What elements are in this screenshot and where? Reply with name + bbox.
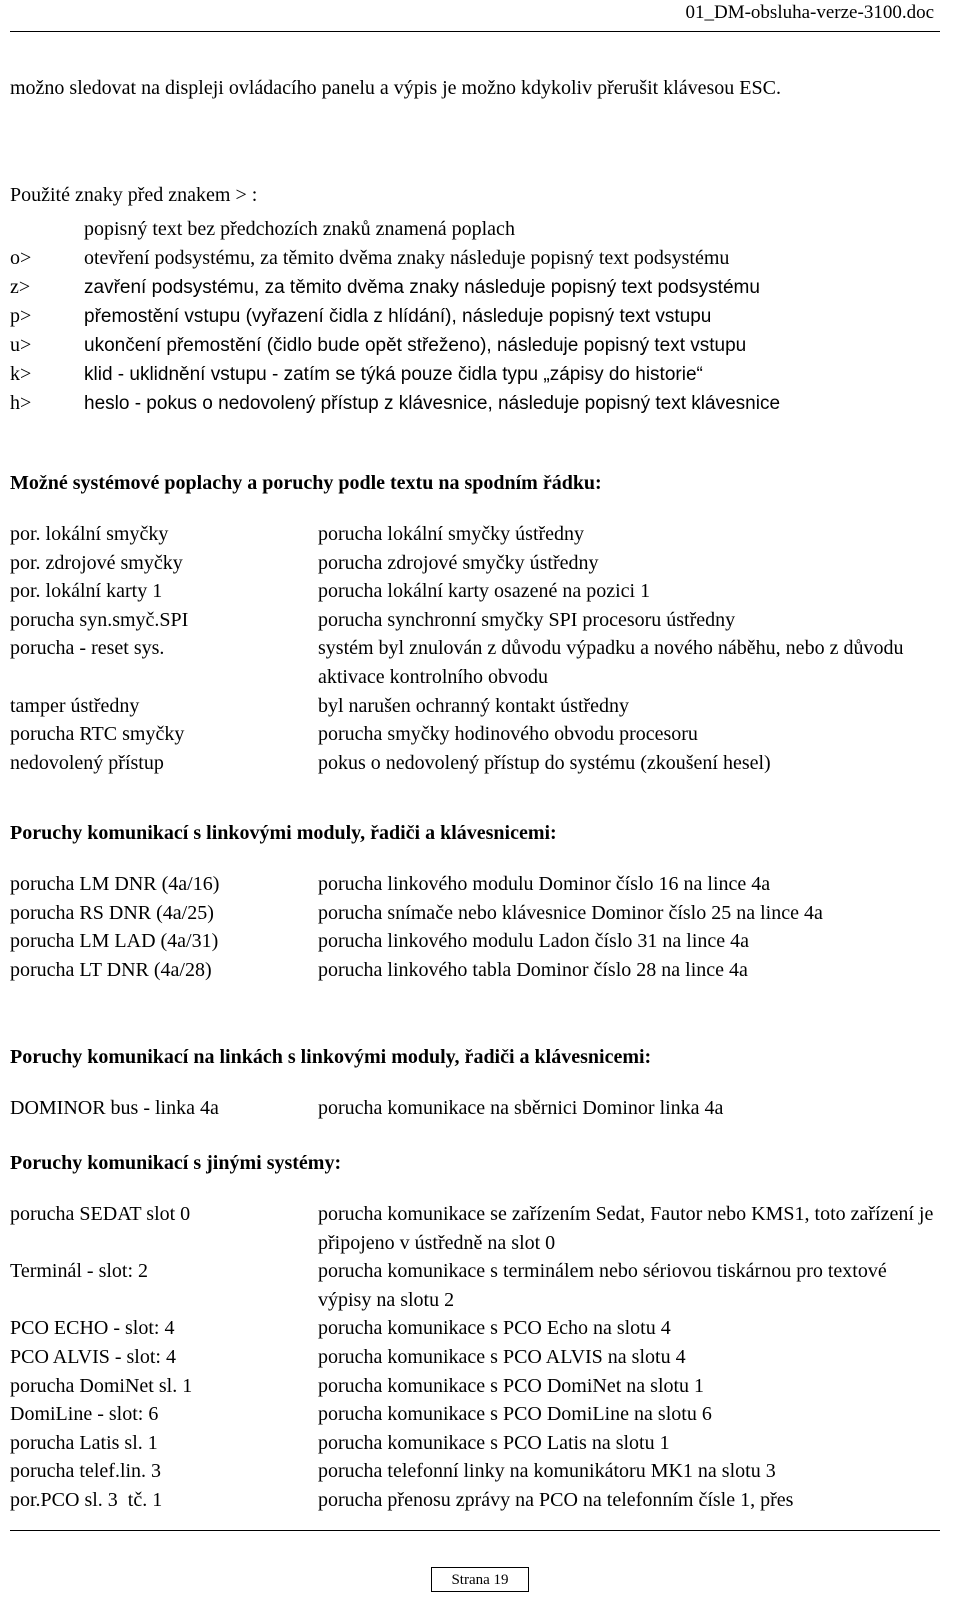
item-value: porucha lokální karty osazené na pozici 1 (318, 580, 651, 603)
item-value: porucha linkového modulu Ladon číslo 31 na lince 4a (318, 930, 750, 953)
header-filename: 01_DM-obsluha-verze-3100.doc (685, 2, 934, 23)
item-key: por. lokální smyčky (10, 523, 169, 545)
list-item (10, 1429, 940, 1458)
legend-desc: ukončení přemostění (čidlo bude opět střeženo), následuje popisný text vstupu (84, 335, 747, 356)
list-item (10, 956, 940, 985)
legend-row (10, 302, 940, 331)
item-key: Terminál - slot: 2 (10, 1260, 149, 1283)
legend-desc: přemostění vstupu (vyřazení čidla z hlídání), následuje popisný text vstupu (84, 306, 712, 327)
list-item (10, 1200, 940, 1257)
item-value: porucha linkového tabla Dominor číslo 28 na lince 4a (318, 958, 748, 981)
item-key: tamper ústředny (10, 694, 140, 717)
item-value: pokus o nedovolený přístup do systému (zkoušení hesel) (318, 751, 771, 774)
legend-desc: klid - uklidnění vstupu - zatím se týká pouze čidla typu „zápisy do historie“ (84, 364, 703, 385)
legend-row (10, 331, 940, 360)
item-key: porucha LT DNR (4a/28) (10, 958, 212, 981)
list-item (10, 634, 940, 691)
list-item (10, 899, 940, 928)
item-key: por. zdrojové smyčky (10, 551, 183, 574)
item-key: porucha Latis sl. 1 (10, 1431, 158, 1454)
item-key: nedovolený přístup (10, 751, 164, 774)
document-page (10, 0, 940, 1605)
item-key: porucha LM DNR (4a/16) (10, 873, 220, 895)
list-item (10, 1372, 940, 1401)
legend-row (10, 360, 940, 389)
item-key: porucha RTC smyčky (10, 723, 185, 746)
item-value: porucha komunikace s PCO DomiNet na slotu 1 (318, 1374, 705, 1397)
system-alarms-list (10, 520, 940, 777)
list-item (10, 606, 940, 635)
list-item (10, 1314, 940, 1343)
item-value: porucha komunikace se zařízením Sedat, Fautor nebo KMS1, toto zařízení je připojeno v ústředně na slot 0 (318, 1203, 934, 1254)
legend-code: o> (10, 247, 32, 269)
legend-row (10, 215, 940, 244)
section-title-line-comms: Poruchy komunikací na linkách s linkovými moduly, řadiči a klávesnicemi: (10, 1046, 652, 1068)
item-value: porucha komunikace s PCO DomiLine na slotu 6 (318, 1403, 712, 1426)
item-value: porucha komunikace s PCO Echo na slotu 4 (318, 1317, 671, 1340)
legend-desc: popisný text bez předchozích znaků znamená poplach (84, 218, 515, 240)
module-comms-list (10, 870, 940, 984)
legend-code: p> (10, 305, 32, 327)
list-item (10, 1400, 940, 1429)
line-comms-list (10, 1094, 940, 1123)
item-value: porucha komunikace na sběrnici Dominor linka 4a (318, 1097, 724, 1119)
item-value: porucha komunikace s terminálem nebo sériovou tiskárnou pro textové výpisy na slotu 2 (318, 1260, 887, 1311)
list-item (10, 749, 940, 778)
legend-code: z> (10, 276, 31, 298)
page-number: Strana 19 (431, 1567, 529, 1592)
list-item (10, 1343, 940, 1372)
item-key: porucha LM LAD (4a/31) (10, 930, 219, 953)
section-title-other-systems: Poruchy komunikací s jinými systémy: (10, 1152, 342, 1174)
header-rule (10, 31, 940, 32)
legend-row (10, 273, 940, 302)
item-key: porucha DomiNet sl. 1 (10, 1374, 193, 1397)
item-key: DomiLine - slot: 6 (10, 1403, 159, 1426)
list-item (10, 1094, 940, 1123)
item-value: porucha telefonní linky na komunikátoru MK1 na slotu 3 (318, 1460, 776, 1483)
intro-paragraph: možno sledovat na displeji ovládacího panelu a výpis je možno kdykoliv přerušit klávesou ESC. (10, 77, 781, 99)
legend-list (10, 215, 940, 418)
item-value: porucha lokální smyčky ústředny (318, 523, 585, 545)
item-key: porucha SEDAT slot 0 (10, 1203, 191, 1225)
item-key: porucha - reset sys. (10, 637, 165, 660)
legend-code: u> (10, 334, 32, 356)
item-key: PCO ALVIS - slot: 4 (10, 1345, 176, 1368)
list-item (10, 1457, 940, 1486)
list-item (10, 870, 940, 899)
list-item (10, 1257, 940, 1314)
legend-desc: zavření podsystému, za těmito dvěma znaky následuje popisný text podsystému (84, 277, 760, 298)
item-value: porucha synchronní smyčky SPI procesoru ústředny (318, 608, 736, 631)
item-value: porucha komunikace s PCO ALVIS na slotu 4 (318, 1345, 686, 1368)
legend-row (10, 244, 940, 273)
item-value: systém byl znulován z důvodu výpadku a nového náběhu, nebo z důvodu aktivace kontrolního obvodu (318, 637, 904, 688)
item-value: porucha snímače nebo klávesnice Dominor číslo 25 na lince 4a (318, 901, 823, 924)
section-title-system-alarms: Možné systémové poplachy a poruchy podle textu na spodním řádku: (10, 472, 602, 494)
legend-code: k> (10, 363, 32, 385)
item-key: porucha telef.lin. 3 (10, 1460, 162, 1483)
item-value: porucha linkového modulu Dominor číslo 16 na lince 4a (318, 873, 771, 895)
list-item (10, 1486, 940, 1515)
item-value: porucha komunikace s PCO Latis na slotu 1 (318, 1431, 670, 1454)
item-key: por. lokální karty 1 (10, 580, 163, 603)
item-key: por.PCO sl. 3 tč. 1 (10, 1488, 163, 1511)
item-key: PCO ECHO - slot: 4 (10, 1317, 175, 1340)
list-item (10, 720, 940, 749)
list-item (10, 520, 940, 549)
legend-title: Použité znaky před znakem > : (10, 184, 258, 206)
list-item (10, 692, 940, 721)
legend-code: h> (10, 392, 32, 414)
section-title-module-comms: Poruchy komunikací s linkovými moduly, řadiči a klávesnicemi: (10, 822, 557, 844)
list-item (10, 927, 940, 956)
legend-desc: otevření podsystému, za těmito dvěma znaky následuje popisný text podsystému (84, 247, 730, 269)
item-key: porucha syn.smyč.SPI (10, 608, 189, 631)
list-item (10, 577, 940, 606)
footer-rule (10, 1530, 940, 1531)
legend-desc: heslo - pokus o nedovolený přístup z klávesnice, následuje popisný text klávesnice (84, 393, 781, 414)
item-value: porucha přenosu zprávy na PCO na telefonním čísle 1, přes (318, 1488, 794, 1511)
legend-row (10, 389, 940, 418)
item-value: porucha zdrojové smyčky ústředny (318, 551, 599, 574)
item-value: byl narušen ochranný kontakt ústředny (318, 694, 630, 717)
item-value: porucha smyčky hodinového obvodu procesoru (318, 723, 698, 746)
item-key: porucha RS DNR (4a/25) (10, 901, 214, 924)
legend-code (10, 215, 84, 244)
other-systems-list (10, 1200, 940, 1515)
item-key: DOMINOR bus - linka 4a (10, 1097, 219, 1119)
list-item (10, 549, 940, 578)
